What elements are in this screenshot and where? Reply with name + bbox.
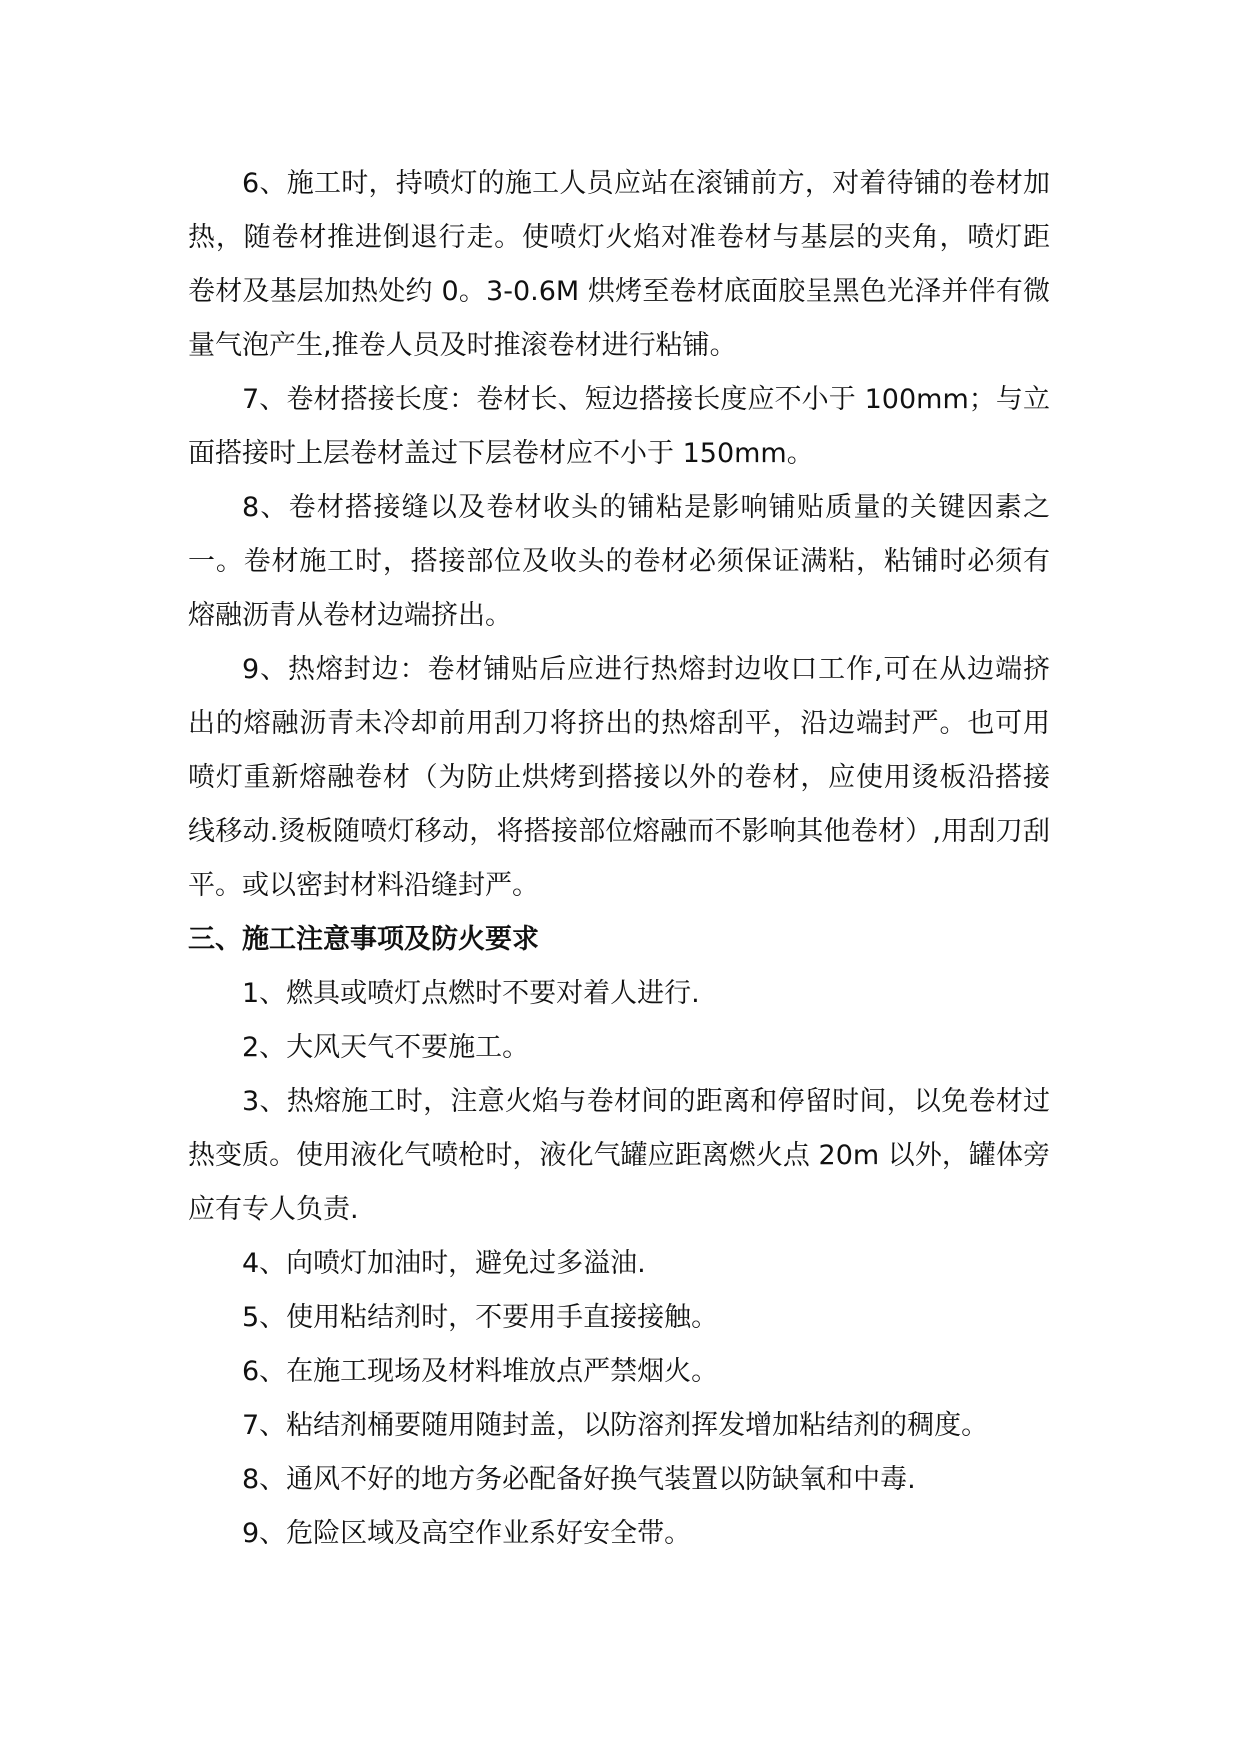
list-item: 4、向喷灯加油时，避免过多溢油. (242, 1248, 646, 1279)
list-item: 5、使用粘结剂时，不要用手直接接触。 (242, 1302, 719, 1333)
document-page (188, 157, 1050, 1561)
paragraph-8: 8、卷材搭接缝以及卷材收头的铺粘是影响铺贴质量的关键因素之一。卷材施工时，搭接部位及收头的卷材必须保证满粘，粘铺时必须有熔融沥青从卷材边端挤出。 (188, 492, 1050, 631)
list-item: 9、危险区域及高空作业系好安全带。 (242, 1518, 692, 1549)
paragraph-6: 6、施工时，持喷灯的施工人员应站在滚铺前方，对着待铺的卷材加热，随卷材推进倒退行走。使喷灯火焰对准卷材与基层的夹角，喷灯距卷材及基层加热处约 0。3-0.6M 烘烤至卷材底面胶呈黑色光泽并伴有微量气泡产生,推卷人员及时推滚卷材进行粘铺。 (188, 168, 1050, 361)
list-item: 3、热熔施工时，注意火焰与卷材间的距离和停留时间，以免卷材过热变质。使用液化气喷枪时，液化气罐应距离燃火点 20m 以外，罐体旁应有专人负责. (188, 1086, 1050, 1225)
list-item: 8、通风不好的地方务必配备好换气装置以防缺氧和中毒. (242, 1464, 916, 1495)
paragraph-9: 9、热熔封边：卷材铺贴后应进行热熔封边收口工作,可在从边端挤出的熔融沥青未冷却前用刮刀将挤出的热熔刮平，沿边端封严。也可用喷灯重新熔融卷材（为防止烘烤到搭接以外的卷材，应使用烫板沿搭接线移动.烫板随喷灯移动，将搭接部位熔融而不影响其他卷材）,用刮刀刮平。或以密封材料沿缝封严。 (188, 654, 1050, 901)
paragraph-7: 7、卷材搭接长度：卷材长、短边搭接长度应不小于 100mm；与立面搭接时上层卷材盖过下层卷材应不小于 150mm。 (188, 384, 1050, 469)
list-item: 6、在施工现场及材料堆放点严禁烟火。 (242, 1356, 719, 1387)
section-heading: 三、施工注意事项及防火要求 (188, 924, 539, 955)
list-item: 7、粘结剂桶要随用随封盖，以防溶剂挥发增加粘结剂的稠度。 (242, 1410, 989, 1441)
list-item: 2、大风天气不要施工。 (242, 1032, 530, 1063)
list-item: 1、燃具或喷灯点燃时不要对着人进行. (242, 978, 700, 1009)
